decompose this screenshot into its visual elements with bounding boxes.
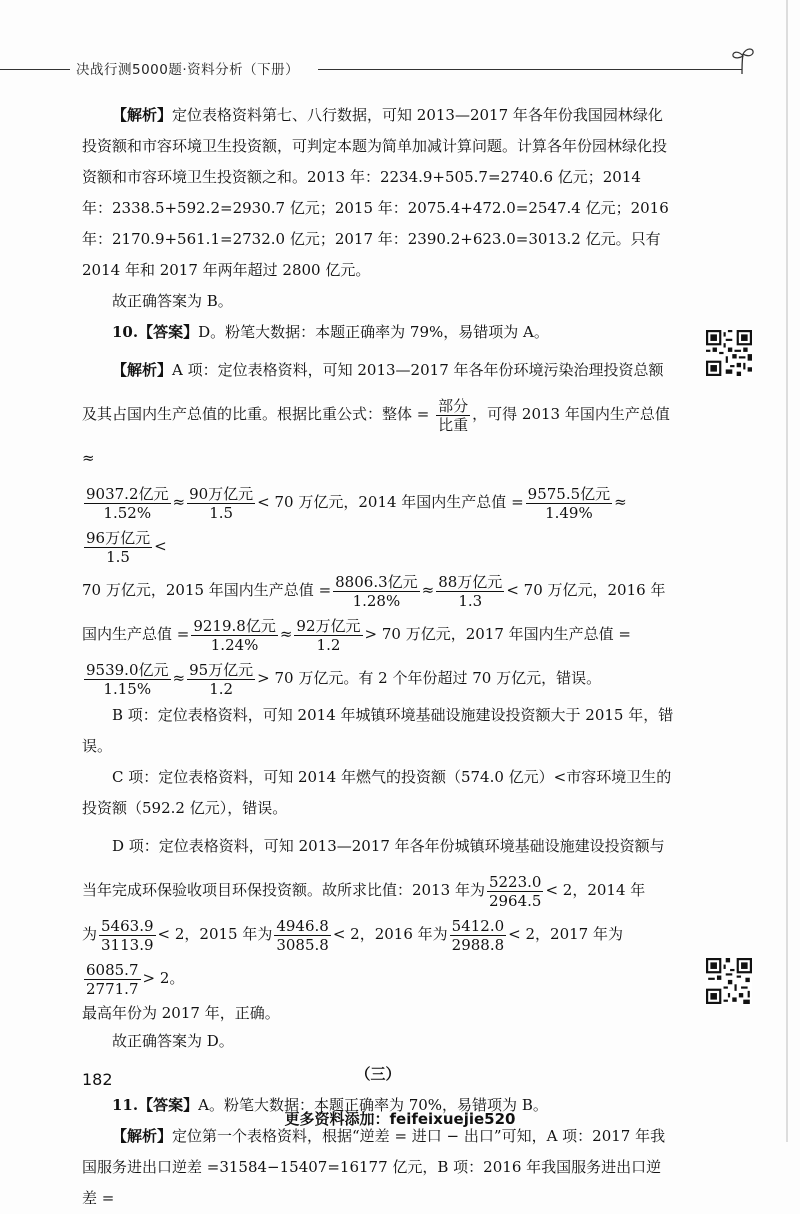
fraction-numerator: 5412.0	[451, 916, 505, 935]
fraction-denominator: 3085.8	[276, 935, 329, 954]
text-run: < 2，2014 年	[545, 881, 646, 899]
footer-note: 更多资料添加：feifeixuejie520	[284, 1110, 516, 1128]
header-title: 决战行测5000题·资料分析（下册）	[76, 62, 300, 78]
text-run: > 70 万亿元，2017 年国内生产总值 =	[364, 625, 631, 643]
fraction	[294, 617, 362, 654]
fraction-numerator: 9037.2亿元	[86, 484, 169, 503]
qr-code-icon[interactable]	[706, 330, 752, 376]
text-run: < 2，2016 年为	[332, 925, 448, 943]
q10-answer	[82, 317, 674, 348]
text-run: D 项：定位表格资料，可知 2013—2017 年各年份城镇环境基础设施建设投资额与当年完成环保验收项目环保投资额。故所求比值：2013 年为	[82, 837, 665, 899]
text-run: < 70 万亿元，2016 年	[506, 581, 666, 599]
fraction-numerator: 9575.5亿元	[527, 484, 611, 503]
fraction-denominator: 比重	[438, 415, 469, 434]
fraction-denominator: 1.5	[209, 503, 234, 522]
fraction	[84, 529, 152, 566]
fraction-numerator: 88万亿元	[438, 572, 503, 591]
q10-option-d-result: 最高年份为 2017 年，正确。	[82, 1004, 280, 1022]
q10-option-a	[82, 348, 674, 700]
ratio-formula	[436, 397, 470, 434]
fraction	[187, 661, 255, 698]
fraction	[187, 485, 255, 522]
fraction-numerator: 92万亿元	[296, 616, 361, 635]
text-run: 为	[82, 925, 98, 943]
fraction-denominator: 3113.9	[101, 935, 154, 954]
fraction	[450, 917, 507, 954]
fraction	[436, 573, 504, 610]
fraction-numerator: 部分	[438, 396, 469, 415]
text-run: 70 万亿元，2015 年国内生产总值 =	[82, 581, 332, 599]
fraction-denominator: 1.3	[458, 591, 483, 610]
running-header	[0, 52, 760, 88]
fraction	[84, 661, 171, 698]
page-edge-shadow	[786, 0, 788, 1142]
fraction-numerator: 6085.7	[86, 960, 139, 979]
q10-answer-text: D。粉笔大数据：本题正确率为 79%，易错项为 A。	[198, 323, 549, 341]
qr-code-icon[interactable]	[706, 958, 752, 1004]
fraction-denominator: 1.5	[106, 547, 130, 566]
q10-option-d	[82, 824, 674, 1000]
fraction	[274, 917, 331, 954]
fraction-numerator: 95万亿元	[189, 660, 254, 679]
page-body	[82, 100, 674, 1214]
fraction	[84, 961, 141, 998]
fraction-denominator: 1.2	[209, 679, 234, 698]
analysis-label: 【解析】	[112, 1127, 173, 1145]
fraction	[526, 485, 613, 522]
text-run: < 2，2017 年为	[508, 925, 623, 943]
fraction-numerator: 5463.9	[101, 916, 154, 935]
analysis-label: 【解析】	[112, 106, 173, 124]
fraction-numerator: 5223.0	[488, 872, 542, 891]
answer-label: 10.【答案】	[112, 323, 199, 341]
fraction-denominator: 1.24%	[210, 635, 259, 654]
approx-sign: ≈	[172, 493, 186, 511]
fraction-denominator: 1.49%	[545, 503, 593, 522]
q9-analysis-text: 定位表格资料第七、八行数据，可知 2013—2017 年各年份我国园林绿化投资额和市容环境卫生投资额，可判定本题为简单加减计算问题。计算各年份园林绿化投资额和市容环境卫生投资额之和。2013 年：2234.9+505.7=2740.6 亿元；2014 年：2338.5+592.2=2930.7 亿元；2015 年：2075.4+472.0=2547.4 亿元；2016 年：2170.9+561.1=2732.0 亿元；2017 年：2390.2+623.0=3013.2 亿元。只有 2014 年和 2017 年两年超过 2800 亿元。	[82, 106, 669, 279]
fraction-numerator: 96万亿元	[86, 528, 151, 547]
fraction-denominator: 2771.7	[86, 979, 139, 998]
fraction	[191, 617, 278, 654]
fraction-numerator: 9219.8亿元	[193, 616, 276, 635]
fraction-numerator: 9539.0亿元	[86, 660, 169, 679]
fraction-numerator: 4946.8	[276, 916, 329, 935]
q10-option-c: C 项：定位表格资料，可知 2014 年燃气的投资额（574.0 亿元）<市容环境卫生的投资额（592.2 亿元），错误。	[82, 768, 672, 817]
q11-analysis	[82, 1121, 674, 1214]
fraction-numerator: 90万亿元	[189, 484, 254, 503]
fraction-denominator: 2964.5	[488, 891, 542, 910]
q11-answer-text: A。粉笔大数据：本题正确率为 70%，易错项为 B。	[198, 1096, 548, 1114]
q10-option-b: B 项：定位表格资料，可知 2014 年城镇环境基础设施建设投资额大于 2015 年，错误。	[82, 706, 674, 755]
fraction-denominator: 1.52%	[103, 503, 152, 522]
fraction-denominator: 1.28%	[352, 591, 401, 610]
sprout-icon	[730, 46, 756, 76]
text-run: ，可得 2013 年国内生产总值 ≈	[82, 405, 670, 467]
q9-analysis	[82, 100, 674, 286]
fraction	[84, 485, 171, 522]
approx-sign: ≈	[614, 493, 627, 511]
fraction	[487, 873, 544, 910]
section-heading: （三）	[355, 1065, 401, 1083]
answer-label: 11.【答案】	[112, 1096, 199, 1114]
text-run: 国内生产总值 =	[82, 625, 190, 643]
fraction	[333, 573, 420, 610]
header-rule-right	[318, 69, 742, 70]
fraction-denominator: 1.15%	[103, 679, 152, 698]
analysis-label: 【解析】	[112, 361, 173, 379]
fraction-numerator: 8806.3亿元	[335, 572, 418, 591]
approx-sign: ≈	[279, 625, 293, 643]
text-run: < 70 万亿元，2014 年国内生产总值 =	[257, 493, 524, 511]
fraction	[99, 917, 156, 954]
q11-analysis-text: 定位第一个表格资料，根据“逆差 = 进口 − 出口”可知，A 项：2017 年我国服务进出口逆差 =31584−15407=16177 亿元，B 项：2016 年我国服务进出口逆差 =	[82, 1127, 666, 1207]
approx-sign: ≈	[172, 669, 186, 687]
text-run: A 项：定位表格资料，可知 2013—2017 年各年份环境污染治理投资总额及其占国内生产总值的比重。根据比重公式：整体 =	[82, 361, 664, 423]
fraction-denominator: 1.2	[316, 635, 341, 654]
page-number: 182	[82, 1070, 113, 1089]
header-rule-left	[0, 69, 70, 70]
text-run: < 2，2015 年为	[157, 925, 273, 943]
q9-conclusion: 故正确答案为 B。	[112, 292, 233, 310]
text-run: <	[154, 537, 167, 555]
text-run: > 70 万亿元。有 2 个年份超过 70 万亿元，错误。	[257, 669, 602, 687]
text-run: > 2。	[142, 969, 185, 987]
q10-conclusion: 故正确答案为 D。	[112, 1032, 234, 1050]
approx-sign: ≈	[421, 581, 435, 599]
fraction-denominator: 2988.8	[451, 935, 505, 954]
